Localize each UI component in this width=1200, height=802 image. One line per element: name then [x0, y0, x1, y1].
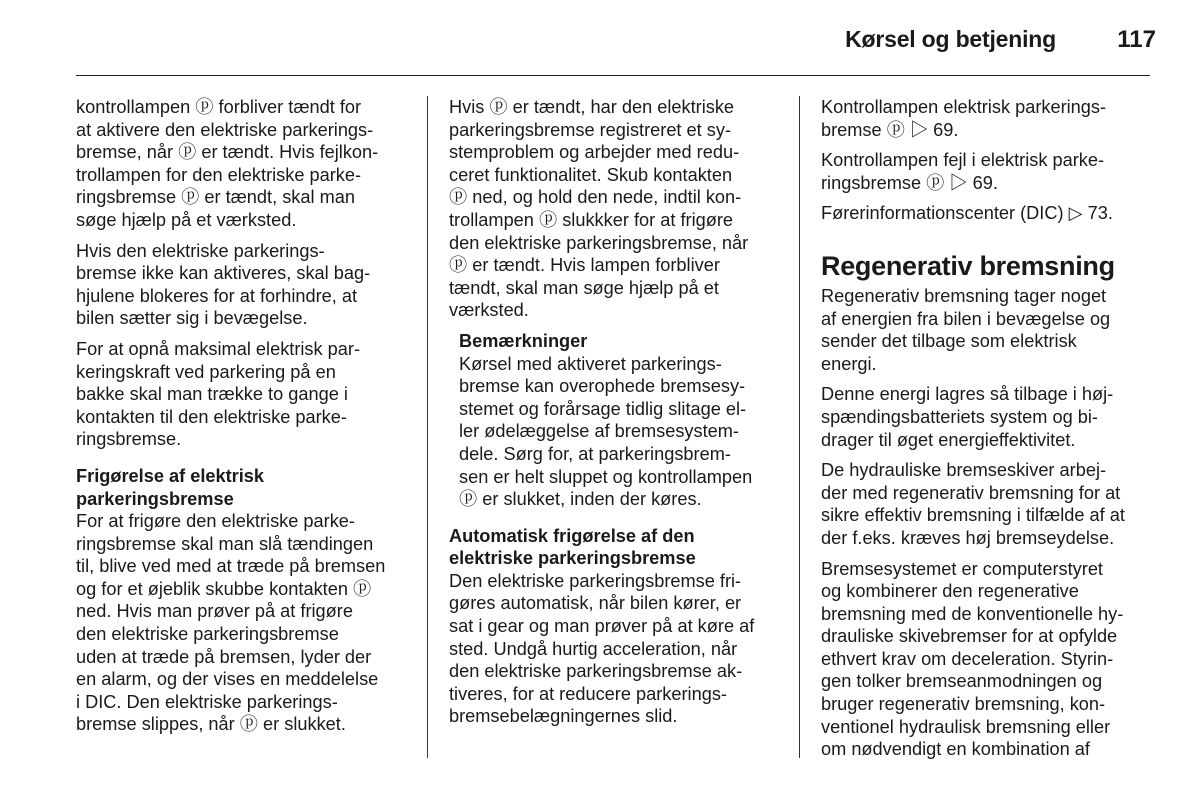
note-text: Kørsel med aktiveret parkerings- bremse kan overophede bremsesy- stemet og forårsage tidlig slitage el- ler ødelæggelse af bremsesystem- dele. Sørg for, at parkeringsbrem- sen er helt sluppet og kontrollampen ⓟ er slukket, inden der køres. [459, 353, 753, 510]
cross-reference: Kontrollampen elektrisk parkerings- bremse ⓟ ▷ 69. [821, 97, 1107, 140]
note-box [459, 330, 789, 511]
column-1 [76, 96, 412, 744]
cross-reference: Kontrollampen fejl i elektrisk parke- ringsbremse ⓟ ▷ 69. [821, 150, 1105, 193]
column-3 [821, 96, 1157, 769]
section-title: Regenerativ bremsning [821, 250, 1115, 281]
paragraph: For at opnå maksimal elektrisk par- keringskraft ved parkering på en bakke skal man trække to gange i kontakten til den elektriske parke- ringsbremse. [76, 338, 361, 450]
paragraph: Regenerativ bremsning tager noget af energien fra bilen i bevægelse og sender det tilbage som elektrisk energi. [821, 285, 1111, 374]
cross-reference: Førerinformationscenter (DIC) ▷ 73. [821, 203, 1113, 224]
note-title: Bemærkninger [459, 330, 588, 351]
column-divider-1 [427, 96, 428, 758]
subheading: Automatisk frigørelse af den elektriske parkeringsbremse [449, 525, 696, 569]
column-divider-2 [799, 96, 800, 758]
running-header-title: Kørsel og betjening [845, 26, 1056, 52]
header-divider [76, 75, 1150, 76]
subheading: Frigørelse af elektrisk parkeringsbremse [76, 465, 265, 509]
column-2 [449, 96, 789, 736]
paragraph: Den elektriske parkeringsbremse fri- gøres automatisk, når bilen kører, er sat i gear og man prøver på at køre af sted. Undgå hurtig acceleration, når den elektriske parkeringsbremse ak- tiveres, for at reducere parkerings- bremsebelægningernes slid. [449, 570, 755, 727]
paragraph: kontrollampen ⓟ forbliver tændt for at aktivere den elektriske parkerings- bremse, når ⓟ er tændt. Hvis fejlkon- trollampen for den elektriske parke- ringsbremse ⓟ er tændt, skal man søge hjælp på et værksted. [76, 97, 379, 230]
paragraph: Hvis den elektriske parkerings- bremse ikke kan aktiveres, skal bag- hjulene blokeres for at forhindre, at bilen sætter sig i bevægelse. [76, 240, 371, 329]
paragraph: Denne energi lagres så tilbage i høj- spændingsbatteriets system og bi- drager til øget energieffektivitet. [821, 384, 1114, 450]
page-number: 117 [1117, 26, 1156, 53]
paragraph: Hvis ⓟ er tændt, har den elektriske parkeringsbremse registreret et sy- stemproblem og arbejder med redu- ceret funktionalitet. Skub kontakten ⓟ ned, og hold den nede, indtil kon- trollampen ⓟ slukkker for at frigøre den elektriske parkeringsbremse, når ⓟ er tændt. Hvis lampen forbliver tændt, skal man søge hjælp på et værksted. [449, 97, 749, 321]
paragraph: Bremsesystemet er computerstyret og kombinerer den regenerative bremsning med de konventionelle hy- drauliske skivebremser for at opfylde ethvert krav om deceleration. Styrin- gen tolker bremseanmodningen og bruger regenerativ bremsning, kon- ventionel hydraulisk bremsning eller om nødvendigt en kombination af [821, 558, 1124, 760]
paragraph: For at frigøre den elektriske parke- ringsbremse skal man slå tændingen til, blive ved med at træde på bremsen og for et øjeblik skubbe kontakten ⓟ ned. Hvis man prøver på at frigøre den elektriske parkeringsbremse uden at træde på bremsen, lyder der en alarm, og der vises en meddelelse i DIC. Den elektriske parkerings- bremse slippes, når ⓟ er slukket. [76, 511, 386, 735]
paragraph: De hydrauliske bremseskiver arbej- der med regenerativ bremsning for at sikre effektiv bremsning i tilfælde af at der f.eks. kræves høj bremseydelse. [821, 460, 1125, 548]
